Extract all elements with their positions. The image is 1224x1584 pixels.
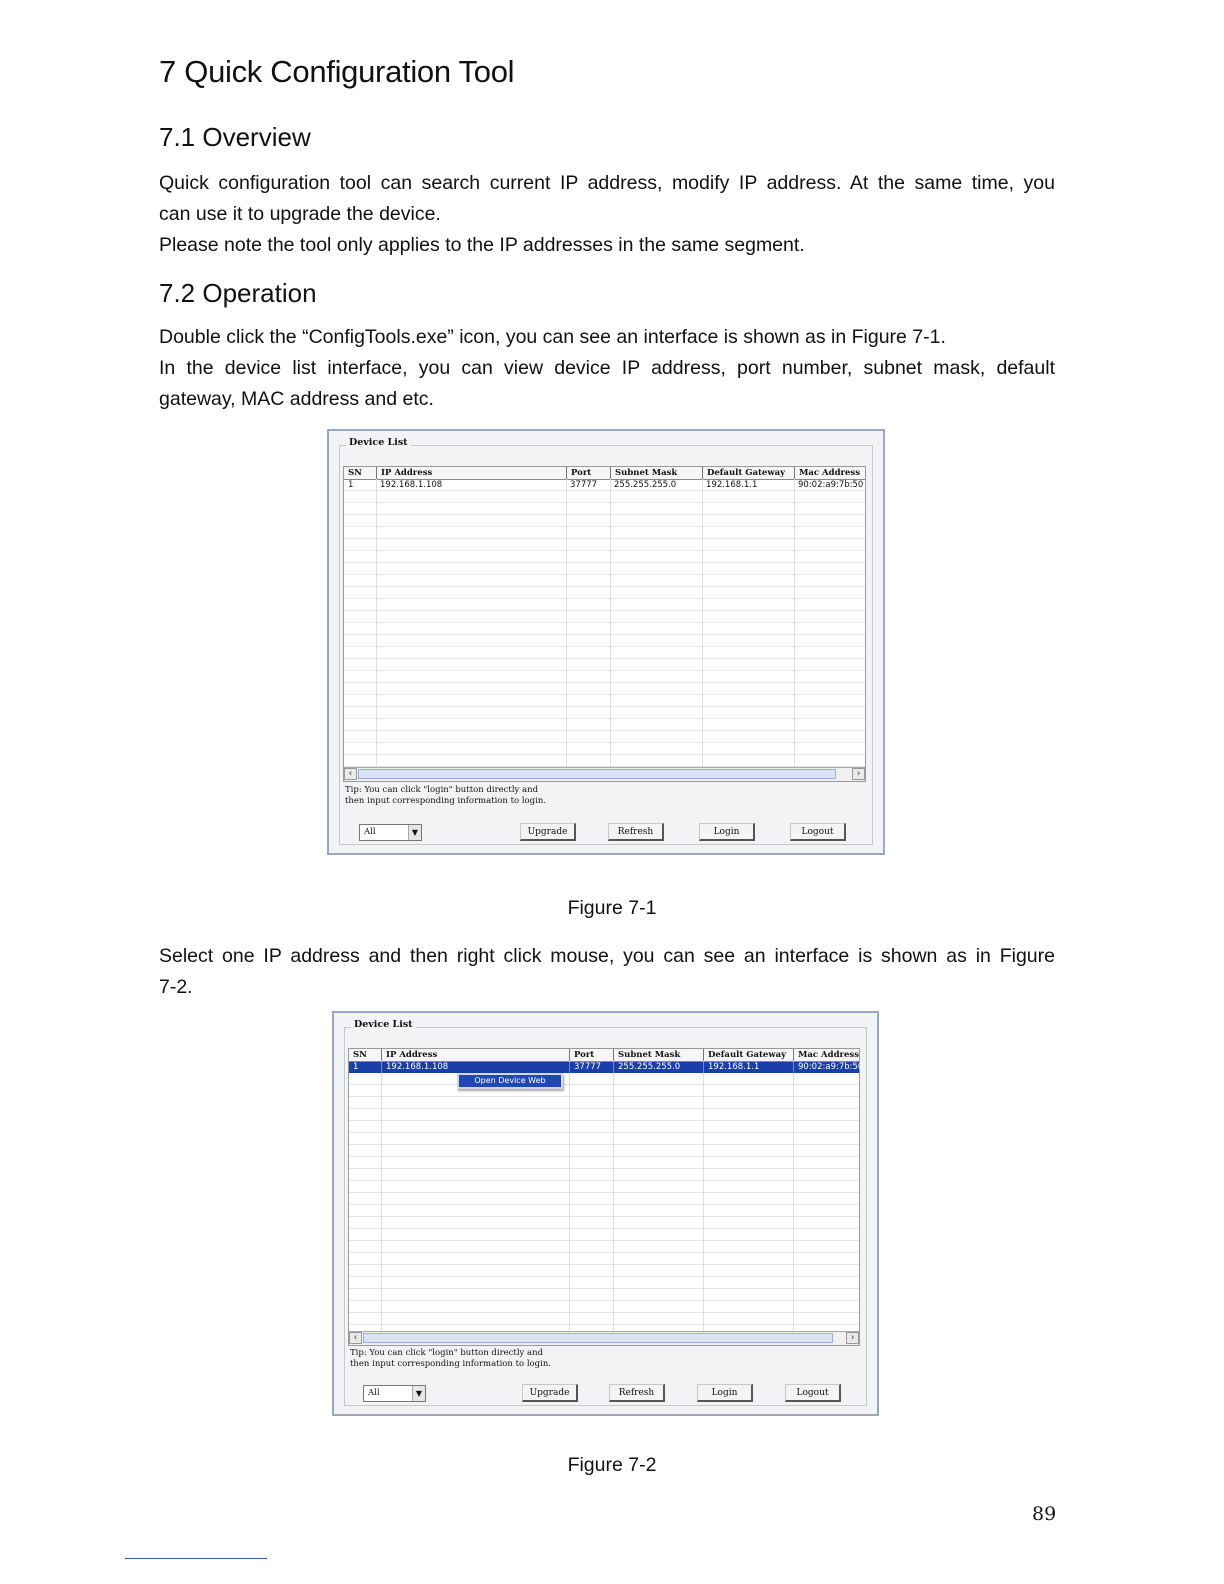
table-header bbox=[344, 467, 865, 480]
cell-sn: 1 bbox=[353, 1062, 359, 1072]
column-header-default-gateway[interactable]: Default Gateway bbox=[703, 1049, 793, 1061]
overview-paragraph-1b: can use it to upgrade the device. bbox=[159, 203, 441, 225]
cell-default-gateway: 192.168.1.1 bbox=[706, 480, 758, 490]
refresh-button[interactable]: Refresh bbox=[609, 1384, 665, 1402]
scroll-thumb[interactable] bbox=[358, 769, 836, 779]
column-header-sn[interactable]: SN bbox=[348, 468, 362, 478]
tip-line-1: Tip: You can click "login" button directly and bbox=[350, 1348, 544, 1358]
scroll-thumb[interactable] bbox=[363, 1333, 833, 1343]
cell-subnet-mask: 255.255.255.0 bbox=[614, 480, 677, 490]
device-filter-value: All bbox=[368, 1388, 380, 1398]
column-header-mac-address[interactable]: Mac Address bbox=[793, 1049, 873, 1061]
table-row[interactable] bbox=[344, 480, 865, 491]
device-list-window-fig1 bbox=[327, 429, 885, 855]
column-header-ip-address[interactable]: IP Address bbox=[381, 1049, 569, 1061]
device-list-table[interactable] bbox=[343, 466, 866, 782]
logout-button[interactable]: Logout bbox=[790, 823, 846, 841]
column-header-subnet-mask[interactable]: Subnet Mask bbox=[613, 1049, 703, 1061]
upgrade-button[interactable]: Upgrade bbox=[522, 1384, 578, 1402]
cell-mac-address: 90:02:a9:7b:50 bbox=[793, 1062, 873, 1073]
operation-paragraph-3b: 7-2. bbox=[159, 976, 193, 998]
device-filter-select[interactable] bbox=[363, 1385, 426, 1402]
operation-paragraph-2a: In the device list interface, you can view device IP address, port number, subnet mask, default bbox=[159, 357, 1055, 379]
device-list-group bbox=[339, 437, 873, 845]
column-header-default-gateway[interactable]: Default Gateway bbox=[702, 467, 794, 479]
operation-paragraph-2b: gateway, MAC address and etc. bbox=[159, 388, 434, 410]
figure-7-1-caption: Figure 7-1 bbox=[567, 897, 657, 919]
device-filter-value: All bbox=[364, 827, 376, 837]
logout-button[interactable]: Logout bbox=[785, 1384, 841, 1402]
device-filter-select[interactable] bbox=[359, 824, 422, 841]
cell-ip-address: 192.168.1.108 bbox=[381, 1062, 569, 1073]
group-title: Device List bbox=[346, 437, 411, 448]
column-header-subnet-mask[interactable]: Subnet Mask bbox=[610, 467, 702, 479]
refresh-button[interactable]: Refresh bbox=[608, 823, 664, 841]
column-header-port[interactable]: Port bbox=[566, 467, 610, 479]
section-7-2-title: 7.2 Operation bbox=[159, 278, 317, 308]
cell-port: 37777 bbox=[570, 480, 598, 490]
context-menu-open-device-web[interactable]: Open Device Web bbox=[457, 1073, 563, 1089]
table-header bbox=[349, 1049, 859, 1062]
scroll-left-icon[interactable]: ‹ bbox=[344, 768, 357, 780]
scroll-left-icon[interactable]: ‹ bbox=[349, 1332, 362, 1344]
column-header-mac-address[interactable]: Mac Address bbox=[794, 467, 874, 479]
table-row-selected[interactable] bbox=[349, 1062, 864, 1073]
chapter-title: 7 Quick Configuration Tool bbox=[159, 54, 515, 89]
column-header-ip-address[interactable]: IP Address bbox=[376, 467, 566, 479]
group-title: Device List bbox=[351, 1019, 416, 1030]
column-header-port[interactable]: Port bbox=[569, 1049, 613, 1061]
horizontal-scrollbar[interactable] bbox=[349, 1331, 859, 1345]
login-button[interactable]: Login bbox=[699, 823, 755, 841]
device-list-table[interactable] bbox=[348, 1048, 864, 1346]
operation-paragraph-1: Double click the “ConfigTools.exe” icon, you can see an interface is shown as in Figure 7-1. bbox=[159, 326, 946, 348]
operation-paragraph-3a: Select one IP address and then right click mouse, you can see an interface is shown as in Figure bbox=[159, 945, 1055, 967]
login-button[interactable]: Login bbox=[697, 1384, 753, 1402]
tip-line-2: then input corresponding information to login. bbox=[350, 1359, 552, 1369]
cell-ip-address: 192.168.1.108 bbox=[380, 480, 443, 490]
upgrade-button[interactable]: Upgrade bbox=[520, 823, 576, 841]
cell-port: 37777 bbox=[569, 1062, 613, 1073]
tip-line-2: then input corresponding information to login. bbox=[345, 796, 547, 806]
cell-subnet-mask: 255.255.255.0 bbox=[613, 1062, 703, 1073]
cell-default-gateway: 192.168.1.1 bbox=[703, 1062, 793, 1073]
chevron-down-icon[interactable]: ▼ bbox=[412, 1386, 425, 1401]
tip-line-1: Tip: You can click "login" button directly and bbox=[345, 785, 539, 795]
device-list-group bbox=[344, 1019, 867, 1406]
overview-paragraph-1a: Quick configuration tool can search current IP address, modify IP address. At the same time, you bbox=[159, 172, 1055, 194]
column-header-sn[interactable]: SN bbox=[353, 1050, 367, 1060]
scroll-right-icon[interactable]: › bbox=[846, 1332, 859, 1344]
scroll-right-icon[interactable]: › bbox=[852, 768, 865, 780]
overview-paragraph-2: Please note the tool only applies to the IP addresses in the same segment. bbox=[159, 234, 805, 256]
figure-7-2-caption: Figure 7-2 bbox=[567, 1454, 657, 1476]
horizontal-scrollbar[interactable] bbox=[344, 767, 865, 781]
device-list-window-fig2 bbox=[332, 1011, 879, 1416]
chevron-down-icon[interactable]: ▼ bbox=[408, 825, 421, 840]
page-number: 89 bbox=[1032, 1503, 1057, 1525]
footnote-divider bbox=[125, 1558, 267, 1559]
cell-mac-address: 90:02:a9:7b:50 bbox=[798, 480, 864, 490]
section-7-1-title: 7.1 Overview bbox=[159, 122, 311, 152]
cell-sn: 1 bbox=[348, 480, 354, 490]
